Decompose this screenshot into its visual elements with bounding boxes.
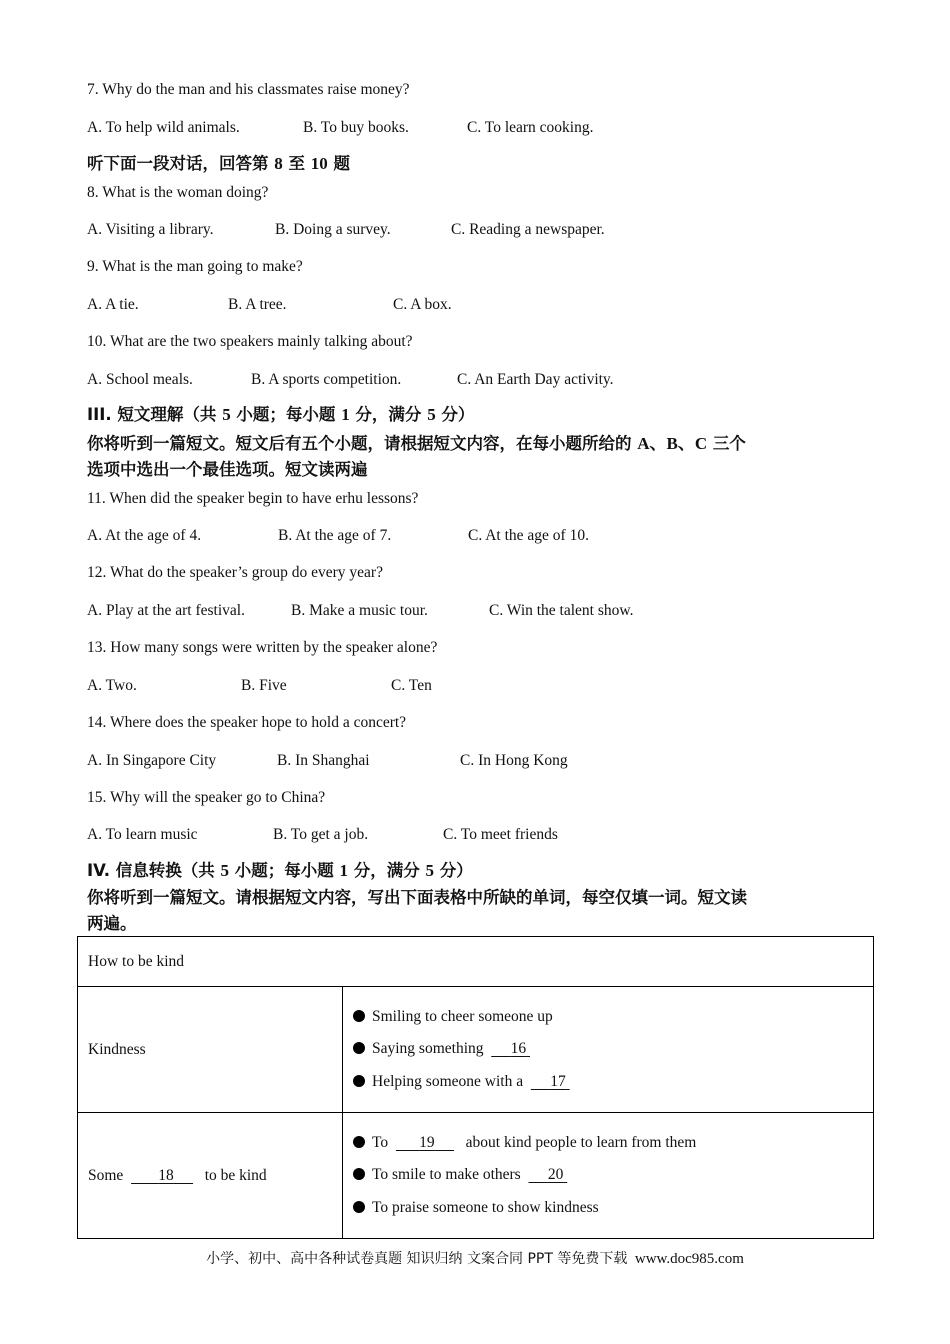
- option-a: A. A tie.: [87, 296, 139, 313]
- section-3-instruction-cont: 选项中选出一个最佳选项。短文读两遍: [87, 460, 368, 479]
- option-b: B. To buy books.: [303, 119, 409, 136]
- bullet-icon: [353, 1136, 365, 1148]
- section-3-instruction: 你将听到一篇短文。短文后有五个小题，请根据短文内容，在每小题所给的 A、B、C 三个: [87, 434, 746, 453]
- table-title-row: [78, 937, 874, 987]
- option-b: B. A tree.: [228, 296, 287, 313]
- option-c: C. Ten: [391, 677, 432, 694]
- option-c: C. Reading a newspaper.: [451, 221, 605, 238]
- list-item: Smiling to cheer someone up: [353, 1001, 863, 1034]
- option-b: B. Doing a survey.: [275, 221, 391, 238]
- row-items: [343, 1113, 874, 1239]
- bullet-icon: [353, 1075, 365, 1087]
- option-a: A. To learn music: [87, 826, 198, 843]
- option-c: C. To learn cooking.: [467, 119, 594, 136]
- option-a: A. School meals.: [87, 371, 193, 388]
- list-item: Saying something 16: [353, 1033, 863, 1066]
- answer-blank-17: 17: [550, 1072, 566, 1090]
- question-13: 13. How many songs were written by the speaker alone?: [87, 639, 438, 656]
- answer-blank-20: 20: [547, 1166, 564, 1184]
- bullet-icon: [353, 1010, 365, 1022]
- question-14: 14. Where does the speaker hope to hold a concert?: [87, 714, 407, 731]
- option-a: A. Visiting a library.: [87, 221, 214, 238]
- option-b: B. At the age of 7.: [278, 527, 392, 544]
- question-7: 7. Why do the man and his classmates raise money?: [87, 81, 410, 98]
- row-items: [343, 987, 874, 1113]
- section-4-instruction-cont: 两遍。: [87, 914, 137, 933]
- bullet-icon: [353, 1042, 365, 1054]
- option-c: C. Win the talent show.: [489, 602, 634, 619]
- question-10: 10. What are the two speakers mainly talking about?: [87, 333, 413, 350]
- table-row: [78, 987, 874, 1113]
- option-b: B. A sports competition.: [251, 371, 402, 388]
- option-b: B. Make a music tour.: [291, 602, 428, 619]
- answer-blank-18: 18: [158, 1166, 174, 1184]
- info-table: [77, 936, 874, 1239]
- list-item: To praise someone to show kindness: [353, 1192, 863, 1225]
- bullet-icon: [353, 1168, 365, 1180]
- option-c: C. At the age of 10.: [468, 527, 589, 544]
- question-12: 12. What do the speaker’s group do every year?: [87, 564, 383, 581]
- question-8: 8. What is the woman doing?: [87, 184, 269, 201]
- option-a: A. Play at the art festival.: [87, 602, 245, 619]
- option-c: C. To meet friends: [443, 826, 558, 843]
- question-9: 9. What is the man going to make?: [87, 258, 303, 275]
- row-label-kindness: Kindness: [78, 987, 343, 1113]
- list-item: To smile to make others 20: [353, 1159, 863, 1192]
- row-label-ways: Some 18 to be kind: [78, 1113, 343, 1239]
- section-4-title: IV. 信息转换（共 5 小题；每小题 1 分，满分 5 分）: [87, 861, 473, 880]
- option-b: B. Five: [241, 677, 287, 694]
- section-3-title: III. 短文理解（共 5 小题；每小题 1 分，满分 5 分）: [87, 405, 475, 424]
- option-a: A. At the age of 4.: [87, 527, 202, 544]
- question-11: 11. When did the speaker begin to have erhu lessons?: [87, 490, 419, 507]
- option-a: A. Two.: [87, 677, 137, 694]
- option-c: C. In Hong Kong: [460, 752, 568, 769]
- page-footer: 小学、初中、高中各种试卷真题 知识归纳 文案合同 PPT 等免费下载 www.doc985.com: [206, 1251, 744, 1267]
- answer-blank-16: 16: [510, 1040, 527, 1058]
- option-a: A. In Singapore City: [87, 752, 217, 769]
- section-4-instruction: 你将听到一篇短文。请根据短文内容，写出下面表格中所缺的单词，每空仅填一词。短文读: [87, 888, 747, 907]
- option-b: B. To get a job.: [273, 826, 369, 843]
- list-item: To 19 about kind people to learn from them: [353, 1127, 863, 1160]
- option-c: C. An Earth Day activity.: [457, 371, 614, 388]
- answer-blank-19: 19: [419, 1133, 435, 1151]
- question-15: 15. Why will the speaker go to China?: [87, 789, 326, 806]
- section-heading-8-10: 听下面一段对话，回答第 8 至 10 题: [87, 154, 350, 173]
- option-b: B. In Shanghai: [277, 752, 370, 769]
- bullet-icon: [353, 1201, 365, 1213]
- table-title: How to be kind: [78, 937, 874, 987]
- footer-url[interactable]: www.doc985.com: [634, 1251, 744, 1267]
- list-item: Helping someone with a 17: [353, 1066, 863, 1099]
- option-c: C. A box.: [393, 296, 452, 313]
- table-row: [78, 1113, 874, 1239]
- option-a: A. To help wild animals.: [87, 119, 240, 136]
